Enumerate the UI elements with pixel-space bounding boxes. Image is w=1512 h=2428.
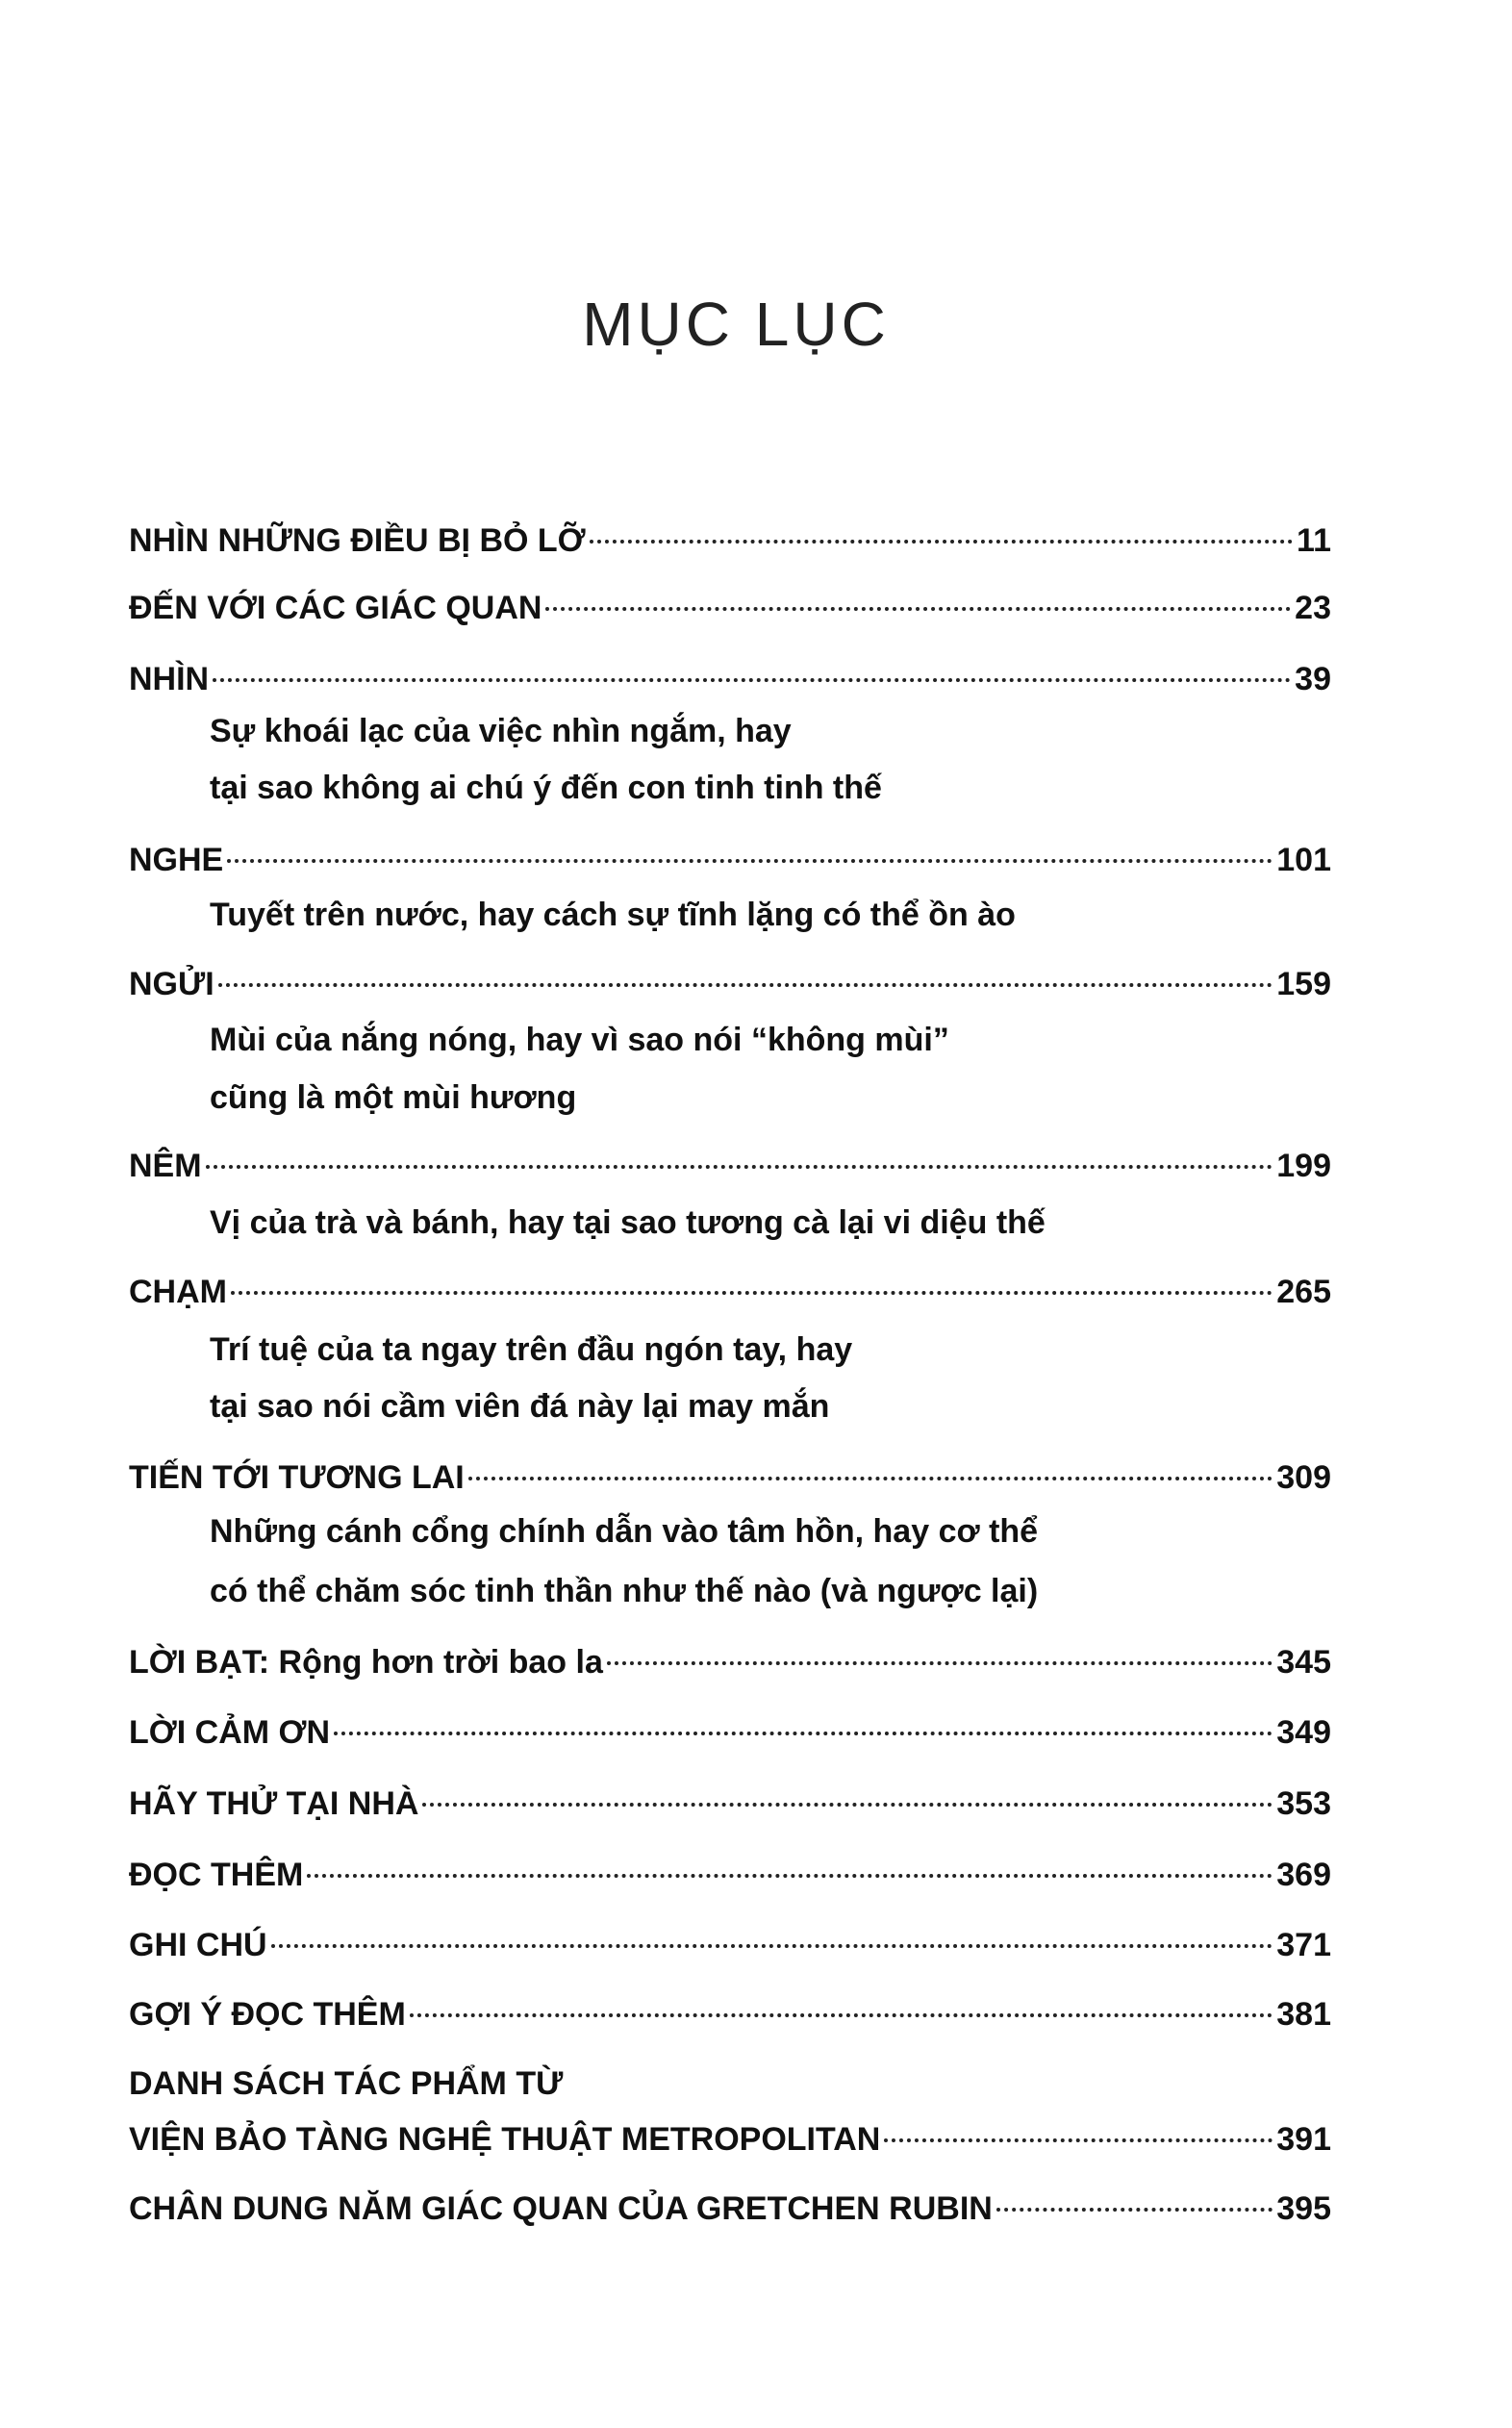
toc-entry[interactable]: [129, 2188, 1331, 2230]
toc-entry-subtitle: Tuyết trên nước, hay cách sự tĩnh lặng có thể ồn ào: [210, 897, 1016, 933]
toc-entry-label: LỜI BẠT: Rộng hơn trời bao la: [129, 1644, 603, 1681]
toc-entry-subtitle: Những cánh cổng chính dẫn vào tâm hồn, hay cơ thể: [210, 1513, 1039, 1550]
toc-entry-page: 309: [1276, 1459, 1331, 1496]
toc-entry-label: NÊM: [129, 1148, 202, 1184]
toc-entry-page: 371: [1276, 1927, 1331, 1963]
toc-entry-label: GHI CHÚ: [129, 1927, 267, 1963]
toc-entry-page: 349: [1276, 1714, 1331, 1751]
toc-entry-subtitle: Vị của trà và bánh, hay tại sao tương cà lại vi diệu thế: [210, 1204, 1046, 1241]
toc-entry[interactable]: [129, 587, 1331, 629]
toc-entry[interactable]: [129, 1993, 1331, 2036]
dot-leader: [590, 540, 1293, 544]
toc-entry-label: ĐẾN VỚI CÁC GIÁC QUAN: [129, 590, 542, 626]
toc-entry-subtitle: cũng là một mùi hương: [210, 1079, 577, 1116]
toc-entry[interactable]: [129, 658, 1331, 700]
dot-leader: [884, 2138, 1273, 2142]
toc-entry-page: 395: [1276, 2190, 1331, 2227]
toc-entry[interactable]: [129, 1641, 1331, 1683]
toc-entry[interactable]: [129, 1271, 1331, 1313]
dot-leader: [410, 2013, 1273, 2017]
toc-entry-label: ĐỌC THÊM: [129, 1857, 304, 1893]
dot-leader: [218, 983, 1273, 987]
toc-entry-subtitle: Mùi của nắng nóng, hay vì sao nói “không mùi”: [210, 1022, 949, 1058]
toc-entry-label: GỢI Ý ĐỌC THÊM: [129, 1996, 406, 2033]
toc-entry-label: NGỬI: [129, 966, 214, 1002]
dot-leader: [213, 678, 1291, 682]
toc-entry-label: NGHE: [129, 842, 224, 878]
toc-entry-page: 199: [1276, 1148, 1331, 1184]
toc-entry-label-line1: DANH SÁCH TÁC PHẨM TỪ: [129, 2065, 564, 2102]
toc-entry[interactable]: [129, 2118, 1331, 2161]
toc-entry-page: 159: [1276, 966, 1331, 1002]
toc-entry-label: CHÂN DUNG NĂM GIÁC QUAN CỦA GRETCHEN RUBIN: [129, 2190, 993, 2227]
dot-leader: [545, 607, 1291, 611]
toc-entry-label: HÃY THỬ TẠI NHÀ: [129, 1785, 419, 1822]
toc-entry-page: 391: [1276, 2121, 1331, 2158]
dot-leader: [422, 1803, 1273, 1807]
toc-entry[interactable]: [129, 1711, 1331, 1754]
dot-leader: [227, 859, 1273, 863]
dot-leader: [206, 1165, 1273, 1169]
toc-entry[interactable]: [129, 1783, 1331, 1825]
toc-entry-subtitle: có thể chăm sóc tinh thần như thế nào (và ngược lại): [210, 1573, 1039, 1609]
dot-leader: [468, 1477, 1273, 1480]
toc-entry-label: NHÌN: [129, 661, 210, 697]
toc-entry-label: VIỆN BẢO TÀNG NGHỆ THUẬT METROPOLITAN: [129, 2121, 881, 2158]
toc-entry-page: 345: [1276, 1644, 1331, 1681]
toc-entry[interactable]: [129, 1145, 1331, 1187]
toc-entry-page: 369: [1276, 1857, 1331, 1893]
toc-entry-page: 11: [1297, 522, 1331, 559]
toc-entry-subtitle: tại sao nói cầm viên đá này lại may mắn: [210, 1388, 830, 1425]
dot-leader: [307, 1874, 1273, 1878]
toc-entry-page: 265: [1276, 1274, 1331, 1310]
toc-entry[interactable]: [129, 963, 1331, 1005]
toc-entry-subtitle: tại sao không ai chú ý đến con tinh tinh thế: [210, 770, 882, 806]
toc-entry-subtitle: Sự khoái lạc của việc nhìn ngắm, hay: [210, 713, 792, 749]
toc-entry[interactable]: [129, 839, 1331, 881]
toc-entry[interactable]: [129, 1924, 1331, 1966]
toc-entry-page: 101: [1276, 842, 1331, 878]
toc-entry-page: 353: [1276, 1785, 1331, 1822]
toc-entry[interactable]: [129, 519, 1331, 562]
page-title: MỤC LỤC: [582, 290, 890, 359]
dot-leader: [607, 1661, 1273, 1665]
toc-entry-subtitle: Trí tuệ của ta ngay trên đầu ngón tay, hay: [210, 1331, 853, 1368]
dot-leader: [271, 1944, 1273, 1948]
toc-entry[interactable]: [129, 1854, 1331, 1896]
dot-leader: [231, 1291, 1273, 1295]
toc-entry[interactable]: [129, 1456, 1331, 1499]
toc-entry-label: LỜI CẢM ƠN: [129, 1714, 331, 1751]
dot-leader: [996, 2208, 1273, 2212]
toc-entry-label: NHÌN NHỮNG ĐIỀU BỊ BỎ LỠ: [129, 522, 586, 559]
toc-entry-label: TIẾN TỚI TƯƠNG LAI: [129, 1459, 465, 1496]
toc-entry-label: CHẠM: [129, 1274, 227, 1310]
toc-entry-page: 381: [1276, 1996, 1331, 2033]
toc-entry-page: 23: [1295, 590, 1331, 626]
dot-leader: [334, 1732, 1273, 1735]
toc-entry-page: 39: [1295, 661, 1331, 697]
